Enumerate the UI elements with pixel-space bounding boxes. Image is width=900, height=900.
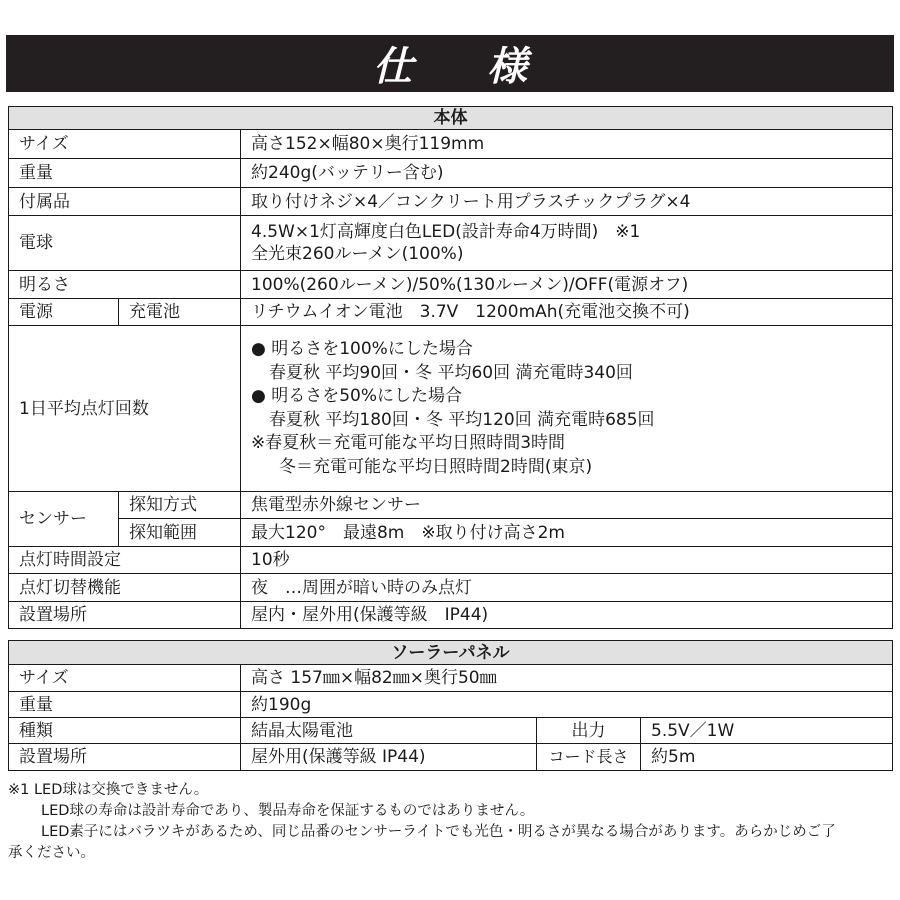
row-value: 焦電型赤外線センサー	[241, 492, 893, 519]
daily-line: 冬＝充電可能な平均日照時間2時間(東京)	[279, 456, 593, 477]
row-label: 設置場所	[9, 744, 241, 771]
row-label: サイズ	[9, 130, 241, 159]
footnotes	[8, 780, 888, 864]
table-row	[9, 326, 893, 492]
spec-title-bar	[6, 35, 894, 92]
table-row	[9, 216, 893, 271]
table-row	[9, 692, 893, 718]
daily-line: 春夏秋 平均180回・冬 平均120回 満充電時685回	[269, 409, 655, 430]
row-label: 付属品	[9, 188, 241, 216]
row-value: 屋内・屋外用(保護等級 IP44)	[241, 602, 893, 629]
table-row	[9, 188, 893, 216]
section-header: ソーラーパネル	[9, 641, 893, 665]
row-label: 点灯時間設定	[9, 547, 241, 574]
footnote-line: LED球の寿命は設計寿命であり、製品寿命を保証するものではありません。	[41, 803, 535, 819]
table-row	[9, 718, 893, 744]
daily-line: ※春夏秋＝充電可能な平均日照時間3時間	[251, 433, 566, 453]
section-header: 本体	[9, 107, 893, 130]
table-row	[9, 492, 893, 519]
table-row	[9, 574, 893, 602]
table-row	[9, 299, 893, 326]
row-sublabel: 探知方式	[119, 492, 241, 519]
row-label: 電球	[9, 216, 241, 271]
footnote-line: LED素子にはバラツキがあるため、同じ品番のセンサーライトでも光色・明るさが異なる場合があります。あらかじめご了	[41, 824, 836, 840]
row-label: 重量	[9, 159, 241, 188]
daily-line: ● 明るさを50%にした場合	[251, 386, 463, 406]
row-label: 電源	[9, 299, 119, 326]
row-value: 高さ152×幅80×奥行119mm	[241, 130, 893, 159]
daily-line: 春夏秋 平均90回・冬 平均60回 満充電時340回	[269, 362, 633, 383]
row-value: 屋外用(保護等級 IP44)	[241, 744, 537, 771]
table-row	[9, 519, 893, 547]
row-sublabel: 充電池	[119, 299, 241, 326]
table-row	[9, 107, 893, 130]
table-row	[9, 547, 893, 574]
row-label: 種類	[9, 718, 241, 744]
solar-spec-table	[8, 640, 893, 771]
table-row	[9, 665, 893, 692]
row-value	[241, 326, 893, 492]
row-label: センサー	[9, 492, 119, 547]
main-spec-table	[8, 106, 893, 629]
row-value: 100%(260ルーメン)/50%(130ルーメン)/OFF(電源オフ)	[241, 271, 893, 299]
row-value: 約190g	[241, 692, 893, 718]
row-value: 10秒	[241, 547, 893, 574]
row-value: 約240g(バッテリー含む)	[241, 159, 893, 188]
bulb-line: 4.5W×1灯高輝度白色LED(設計寿命4万時間) ※1	[251, 222, 641, 242]
table-row	[9, 271, 893, 299]
row-sublabel: コード長さ	[537, 744, 641, 771]
footnote-line: 承ください。	[8, 845, 95, 861]
row-value: 高さ 157㎜×幅82㎜×奥行50㎜	[241, 665, 893, 692]
row-value: 最大120° 最遠8m ※取り付け高さ2m	[241, 519, 893, 547]
row-sublabel: 出力	[537, 718, 641, 744]
row-value: 5.5V／1W	[641, 718, 893, 744]
row-label: 1日平均点灯回数	[9, 326, 241, 492]
row-label: 点灯切替機能	[9, 574, 241, 602]
row-value	[241, 216, 893, 271]
row-value: リチウムイオン電池 3.7V 1200mAh(充電池交換不可)	[241, 299, 893, 326]
row-label: サイズ	[9, 665, 241, 692]
row-value: 結晶太陽電池	[241, 718, 537, 744]
row-value: 約5m	[641, 744, 893, 771]
table-row	[9, 744, 893, 771]
row-label: 重量	[9, 692, 241, 718]
page-title: 仕様	[373, 44, 601, 90]
table-row	[9, 602, 893, 629]
row-label: 明るさ	[9, 271, 241, 299]
row-label: 設置場所	[9, 602, 241, 629]
row-value: 夜 …周囲が暗い時のみ点灯	[241, 574, 893, 602]
table-row	[9, 159, 893, 188]
row-value: 取り付けネジ×4／コンクリート用プラスチックプラグ×4	[241, 188, 893, 216]
table-row	[9, 130, 893, 159]
footnote-line: ※1 LED球は交換できません。	[8, 782, 209, 798]
row-sublabel: 探知範囲	[119, 519, 241, 547]
table-row	[9, 641, 893, 665]
bulb-line: 全光束260ルーメン(100%)	[251, 244, 464, 264]
daily-line: ● 明るさを100%にした場合	[251, 339, 473, 359]
